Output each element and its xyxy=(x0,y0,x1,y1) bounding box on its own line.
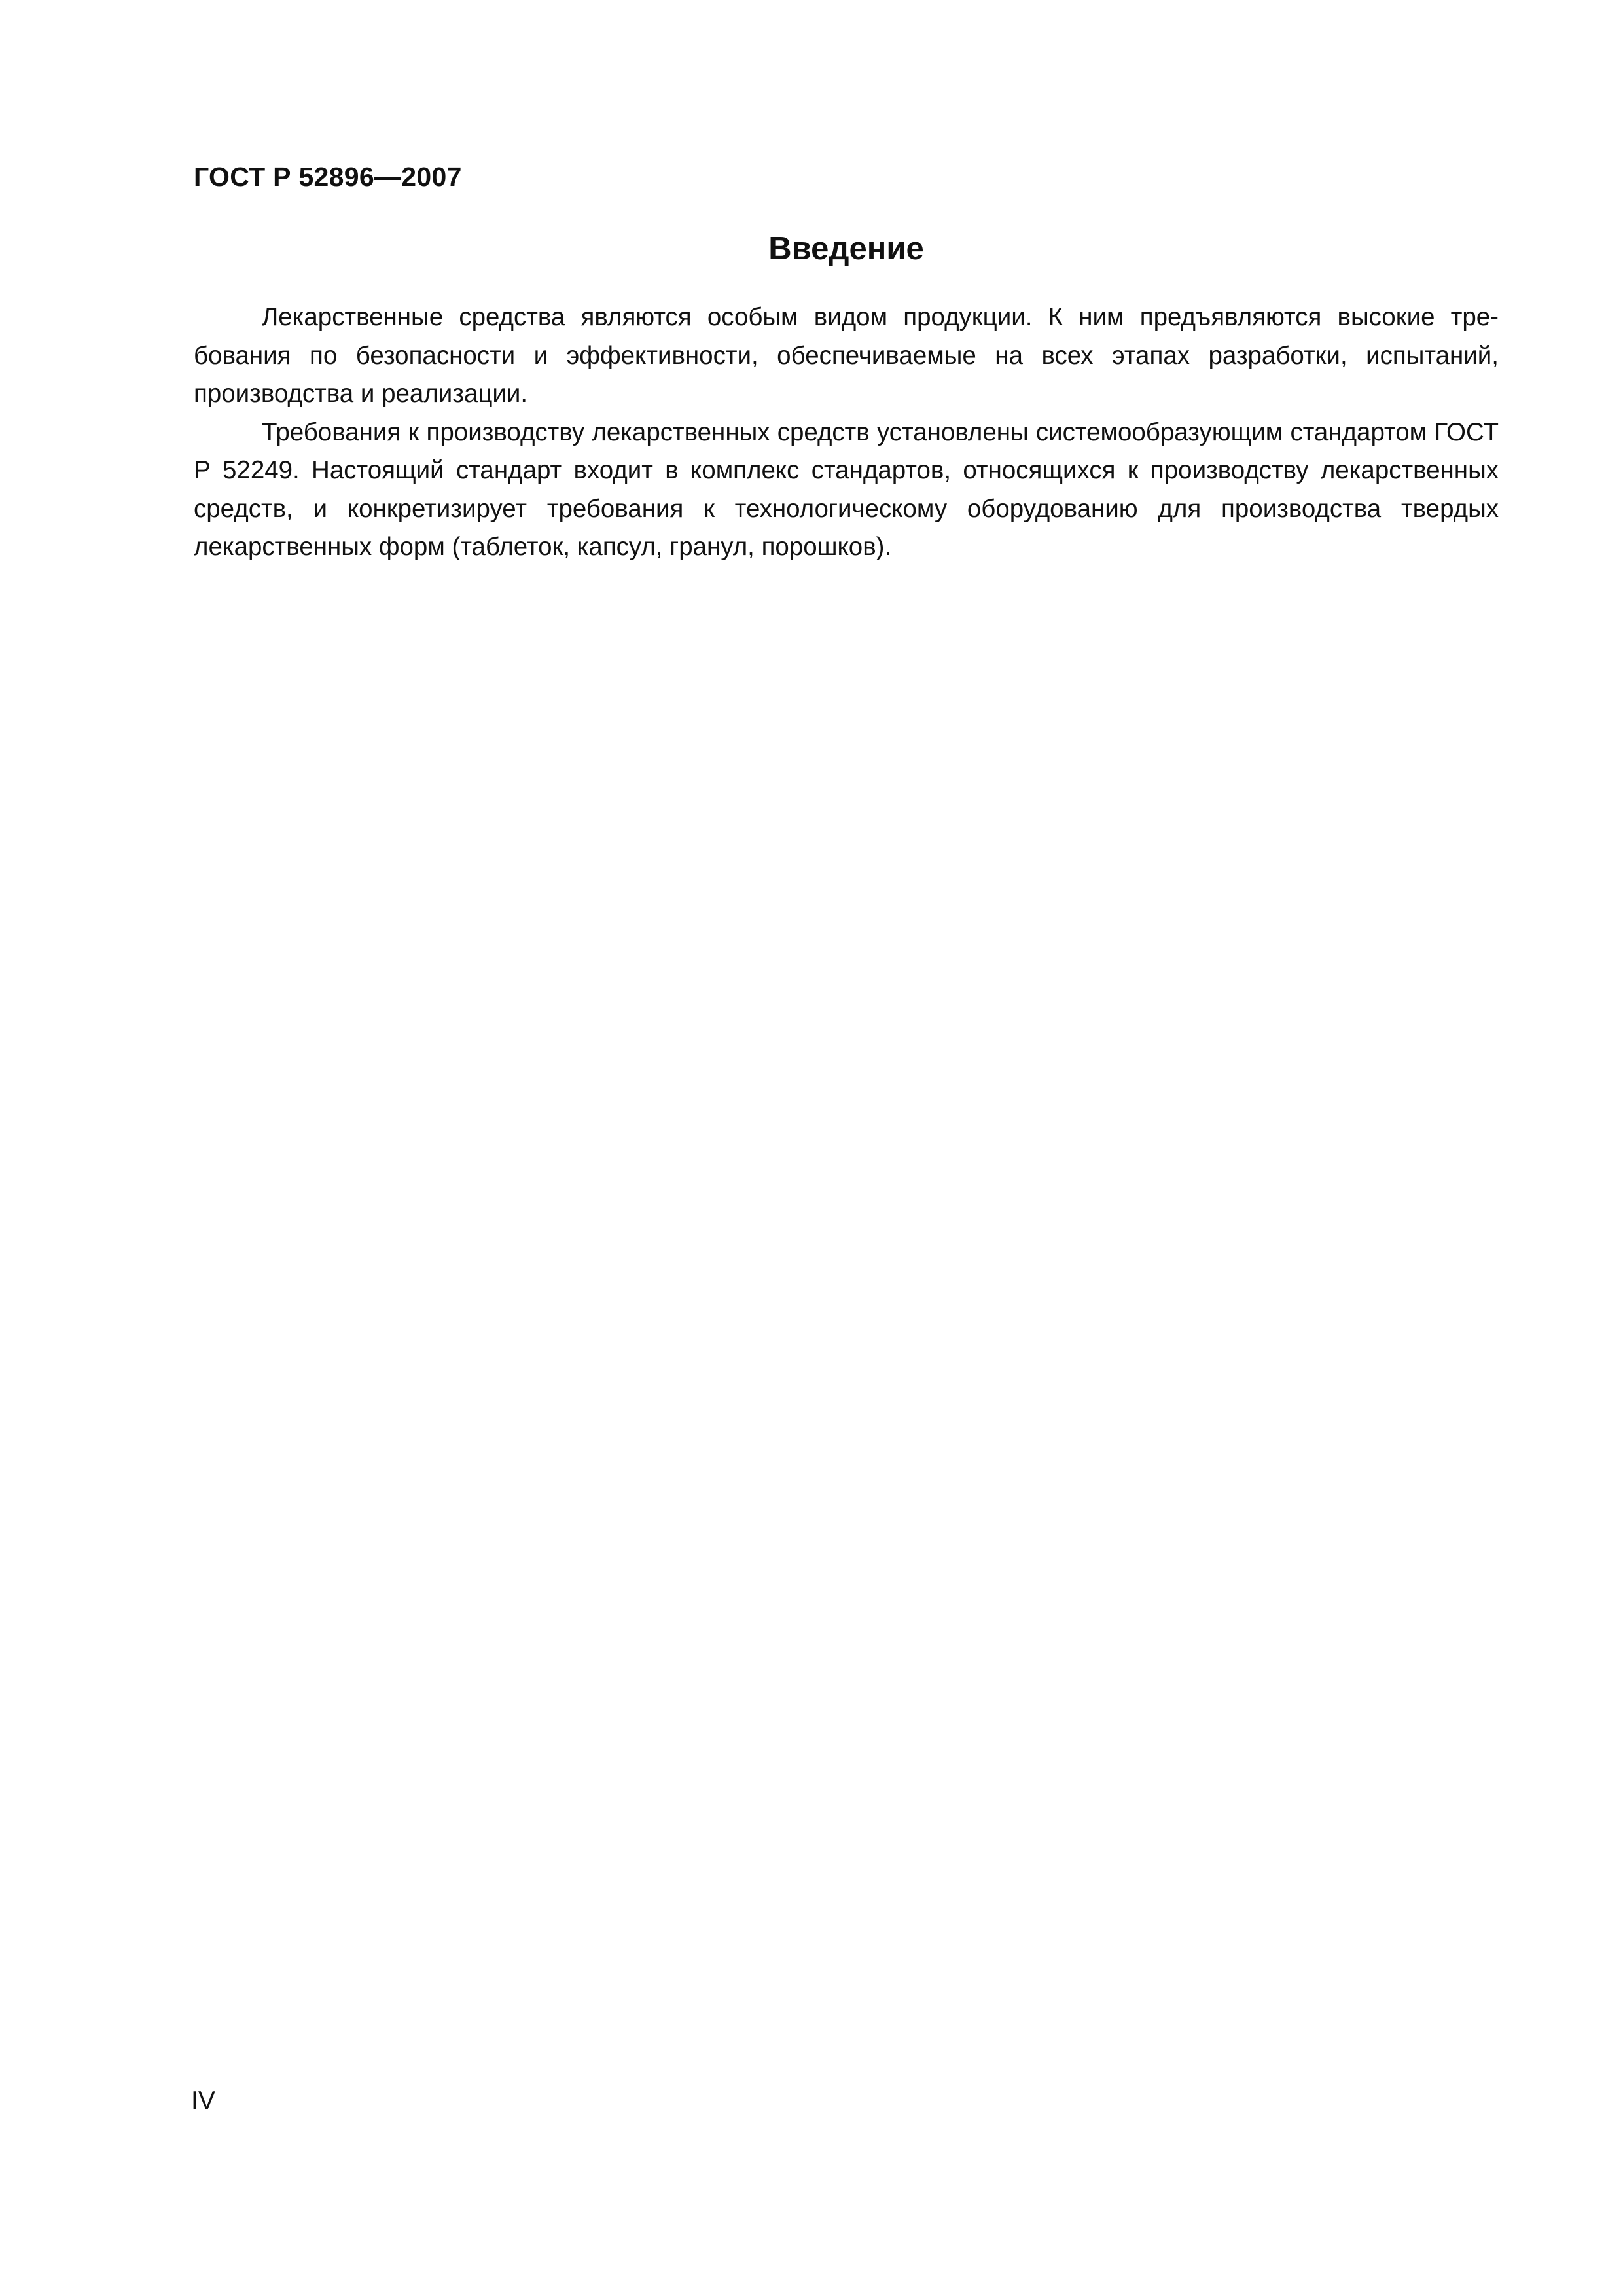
paragraph-1: Лекарственные средства являются особым видом продукции. К ним предъявляются высокие требования по безопасности и эффективности, обеспечиваемые на всех этапах разработки, испытаний, производства и реализации. xyxy=(194,303,1499,408)
section-title: Введение xyxy=(768,231,924,266)
paragraph-2: Требования к производству лекарственных средств установлены системообразующим стандартом ГОСТ Р 52249. Настоящий стандарт входит в комплекс стандартов, относящихся к производству лекарственных средств, и конкретизирует требования к технологическому оборудованию для производства твердых лекарственных форм (таблеток, капсул, гранул, порошков). xyxy=(194,418,1499,561)
page-number: IV xyxy=(191,2087,215,2115)
introduction-text xyxy=(194,298,1499,567)
standard-designation: ГОСТ Р 52896—2007 xyxy=(194,162,462,192)
